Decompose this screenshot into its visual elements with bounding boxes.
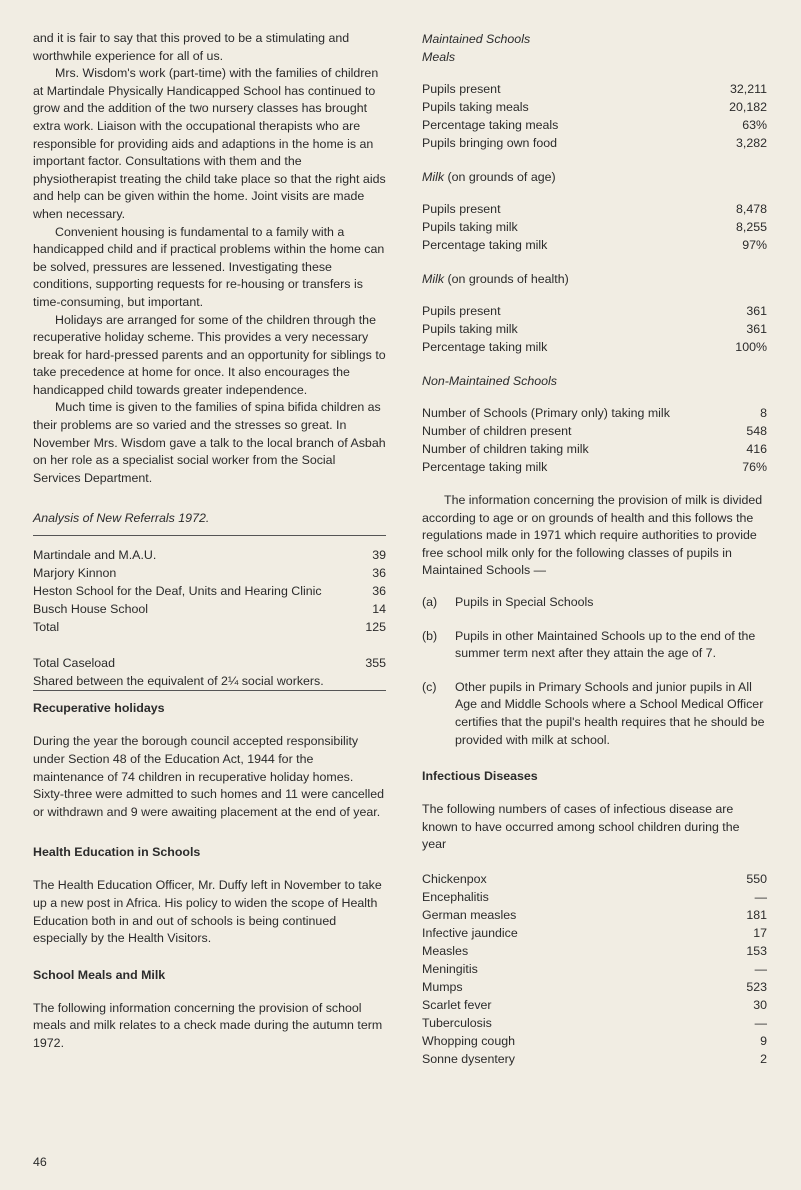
infectious-heading: Infectious Diseases xyxy=(422,769,538,784)
table-row: Pupils present 361 xyxy=(422,304,767,318)
paragraph-continuation: and it is fair to say that this proved to be a stimulating and worthwhile experience for all of us. xyxy=(33,31,350,63)
table-row: Total 125 xyxy=(33,620,386,635)
infectious-table xyxy=(422,870,767,1068)
table-row: Encephalitis — xyxy=(422,889,767,904)
milk-health-table xyxy=(422,302,767,356)
table-row: Percentage taking milk 76% xyxy=(422,460,767,474)
page-number: 46 xyxy=(33,1155,47,1169)
maintained-schools-title: Maintained Schools xyxy=(422,32,531,46)
table-row: Sonne dysentery 2 xyxy=(422,1051,767,1066)
table-row: Martindale and M.A.U. 39 xyxy=(33,548,386,563)
table-row: Percentage taking meals 63% xyxy=(422,118,767,132)
table-row: Measles 153 xyxy=(422,943,767,958)
left-column xyxy=(33,30,386,1053)
paragraph-spina-bifida: Much time is given to the families of spina bifida children as their problems are so varied and the stresses so great. In November Mrs. Wisdom gave a talk to the local branch of Asbah on her role as a specialist social worker from the Social Services Department. xyxy=(33,400,386,485)
milk-age-table xyxy=(422,200,767,254)
meals-milk-heading: School Meals and Milk xyxy=(33,967,166,982)
list-item: (b) Pupils in other Maintained Schools up to the end of the summer term next after they attain the age of 7. xyxy=(422,628,756,661)
table-row: Pupils present 8,478 xyxy=(422,202,767,216)
milk-age-title: Milk (on grounds of age) xyxy=(422,170,556,184)
shared-row: Shared between the equivalent of 2¼ social workers. xyxy=(33,674,324,689)
table-row: Busch House School 14 xyxy=(33,602,386,617)
referrals-title: Analysis of New Referrals 1972. xyxy=(33,511,210,526)
milk-info-text: The information concerning the provision of milk is divided according to age or on grounds of health and this follows the regulations made in 1971 which require authorities to provide free school milk only for the following classes of pupils in Maintained Schools — xyxy=(422,493,763,578)
table-row: Scarlet fever 30 xyxy=(422,997,767,1012)
table-row: Pupils taking meals 20,182 xyxy=(422,100,767,114)
health-education-heading: Health Education in Schools xyxy=(33,845,201,860)
table-row: Heston School for the Deaf, Units and Hearing Clinic 36 xyxy=(33,584,386,599)
table-row: Percentage taking milk 100% xyxy=(422,340,767,354)
milk-health-title: Milk (on grounds of health) xyxy=(422,272,569,286)
recuperative-heading: Recuperative holidays xyxy=(33,701,165,716)
table-row: Mumps 523 xyxy=(422,979,767,994)
health-education-text: The Health Education Officer, Mr. Duffy left in November to take up a new post in Africa. His policy to widen the scope of Health Education both in and out of schools is being continued especially by the Health Visitors. xyxy=(33,878,382,946)
table-row: Pupils taking milk 8,255 xyxy=(422,220,767,234)
caseload-row: Total Caseload 355 xyxy=(33,656,386,671)
table-row: Pupils bringing own food 3,282 xyxy=(422,136,767,150)
right-column xyxy=(422,30,767,1068)
infectious-text: The following numbers of cases of infectious disease are known to have occurred among school children during the year xyxy=(422,802,740,852)
list-item: (c) Other pupils in Primary Schools and junior pupils in All Age and Middle Schools where a School Medical Officer certifies that the pupil's health requires that he should be provided with milk at school. xyxy=(422,679,765,747)
paragraph-housing: Convenient housing is fundamental to a family with a handicapped child and if practical problems within the home can be solved, pressures are lessened. Investigating these conditions, supporting requests for re-housing or transfers is time-consuming, but important. xyxy=(33,224,385,309)
table-row: Percentage taking milk 97% xyxy=(422,238,767,252)
table-row: Pupils taking milk 361 xyxy=(422,322,767,336)
paragraph-wisdom-work: Mrs. Wisdom's work (part-time) with the families of children at Martindale Physically Handicapped School has continued to grow and the addition of the two nursery classes has brought extra work. Liaison with the occupational therapists who are responsible for providing aids and adaptions in the home is an important factor. Consultations with them and the physiotherapist treating the child take place so that the right aids and help can be given within the home. Joint visits are made when necessary. xyxy=(33,66,386,221)
table-row: Whopping cough 9 xyxy=(422,1033,767,1048)
non-maintained-table xyxy=(422,404,767,476)
non-maintained-title: Non-Maintained Schools xyxy=(422,374,557,388)
meals-title: Meals xyxy=(422,50,456,64)
meals-milk-text: The following information concerning the provision of school meals and milk relates to a check made during the autumn term 1972. xyxy=(33,1000,383,1050)
table-row: Number of Schools (Primary only) taking milk 8 xyxy=(422,406,767,420)
recuperative-text: During the year the borough council accepted responsibility under Section 48 of the Education Act, 1944 for the maintenance of 74 children in recuperative holiday homes. Sixty-three were admitted to such homes and 11 were cancelled or withdrawn and 9 were awaiting placement at the end of year. xyxy=(33,734,385,819)
table-row: Marjory Kinnon 36 xyxy=(33,566,386,581)
table-row: Infective jaundice 17 xyxy=(422,925,767,940)
table-row: Chickenpox 550 xyxy=(422,871,767,886)
meals-table xyxy=(422,80,767,152)
referrals-table xyxy=(33,546,386,690)
table-row: Pupils present 32,211 xyxy=(422,82,767,96)
table-row: Tuberculosis — xyxy=(422,1015,767,1030)
table-row: German measles 181 xyxy=(422,907,767,922)
table-row: Meningitis — xyxy=(422,961,767,976)
paragraph-holidays: Holidays are arranged for some of the children through the recuperative holiday scheme. This provides a very necessary break for hard-pressed parents and an opportunity for siblings to take precedence at home for once. It also encourages the handicapped child towards greater independence. xyxy=(33,312,386,397)
list-item: (a) Pupils in Special Schools xyxy=(422,594,594,609)
table-row: Number of children present 548 xyxy=(422,424,767,438)
table-row: Number of children taking milk 416 xyxy=(422,442,767,456)
